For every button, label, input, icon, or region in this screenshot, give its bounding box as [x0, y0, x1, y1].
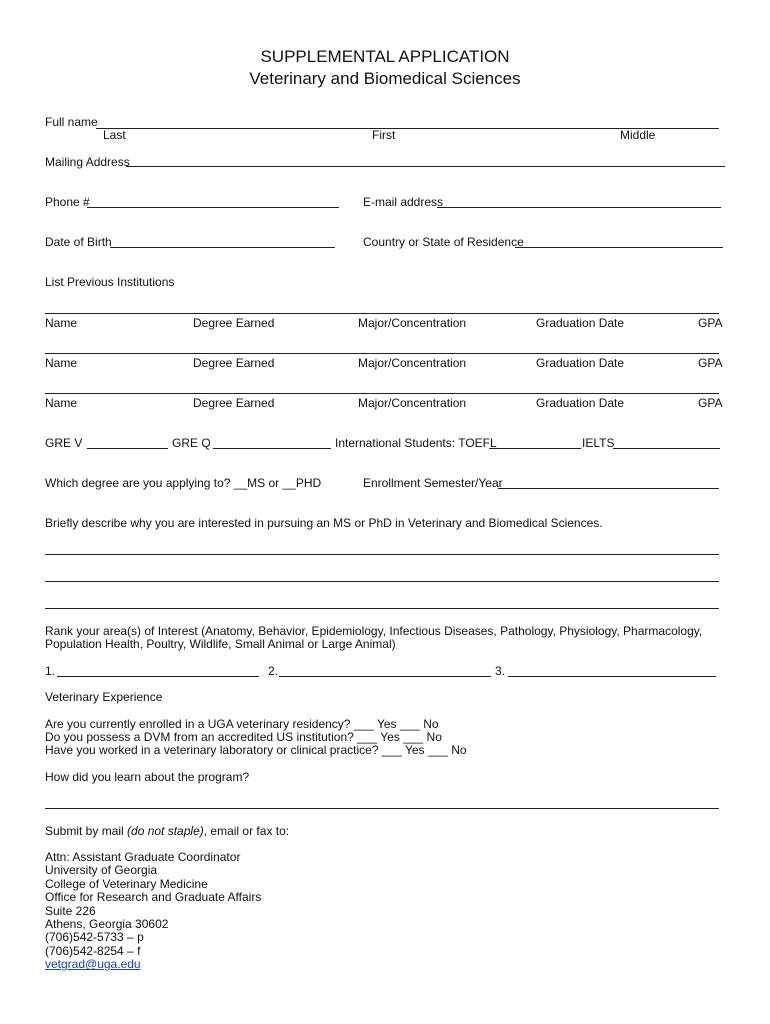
institution-3-line[interactable] [45, 393, 719, 394]
gre-q-field[interactable] [213, 448, 331, 449]
gre-v-field[interactable] [87, 448, 168, 449]
page-title: SUPPLEMENTAL APPLICATION [260, 47, 510, 66]
col-gpa: GPA [698, 396, 723, 410]
col-major: Major/Concentration [358, 396, 467, 410]
fax-line: (706)542-8254 – f [45, 943, 141, 958]
institution-2-line[interactable] [45, 353, 719, 354]
col-graduation: Graduation Date [536, 356, 625, 370]
residency-question[interactable]: Are you currently enrolled in a UGA veterinary residency? ___ Yes ___ No [45, 717, 439, 731]
address-line: College of Veterinary Medicine [45, 876, 208, 891]
enrollment-field[interactable] [498, 488, 719, 489]
col-graduation: Graduation Date [536, 396, 625, 410]
gre-q-label: GRE Q [172, 436, 211, 450]
toefl-label: International Students: TOEFL [335, 436, 497, 450]
address-line: University of Georgia [45, 863, 158, 878]
email-label: E-mail address [363, 195, 444, 209]
learn-field[interactable] [45, 808, 719, 809]
address-line: Suite 226 [45, 903, 96, 918]
phone-line: (706)542-5733 – p [45, 930, 144, 945]
degree-question[interactable]: Which degree are you applying to? __MS or __PHD [45, 476, 322, 490]
rank-1-label: 1. [45, 664, 56, 678]
lab-practice-question[interactable]: Have you worked in a veterinary laboratory or clinical practice? ___ Yes ___ No [45, 743, 467, 757]
interests-text-1: Rank your area(s) of Interest (Anatomy, Behavior, Epidemiology, Infectious Diseases, Pathology, Physiology, Pharmacology, [45, 624, 703, 638]
rank-2-label: 2. [268, 664, 279, 678]
submit-prefix: Submit by mail [45, 824, 128, 838]
ielts-label: IELTS [582, 436, 615, 450]
gre-v-label: GRE V [45, 436, 83, 450]
institution-1-line[interactable] [45, 313, 719, 314]
last-name-caption: Last [103, 128, 126, 142]
mailing-address-field[interactable] [126, 166, 725, 167]
toefl-field[interactable] [489, 448, 581, 449]
col-major: Major/Concentration [358, 316, 467, 330]
address-line: Attn: Assistant Graduate Coordinator [45, 850, 241, 864]
submit-emphasis: (do not staple) [127, 824, 204, 838]
address-line: Athens, Georgia 30602 [45, 917, 169, 932]
ielts-field[interactable] [613, 448, 720, 449]
dvm-question[interactable]: Do you possess a DVM from an accredited US institution? ___ Yes ___ No [45, 730, 442, 744]
mailing-address-label: Mailing Address [45, 155, 130, 169]
full-name-label: Full name [45, 115, 98, 129]
describe-line-1[interactable] [45, 554, 719, 555]
rank-2-field[interactable] [279, 676, 491, 677]
submit-instructions [45, 824, 289, 838]
address-line: Office for Research and Graduate Affairs [45, 890, 262, 905]
phone-field[interactable] [87, 207, 339, 208]
col-gpa: GPA [698, 356, 723, 370]
describe-line-3[interactable] [45, 608, 719, 609]
residence-label: Country or State of Residence [363, 235, 524, 249]
col-gpa: GPA [698, 316, 723, 330]
email-field[interactable] [437, 207, 721, 208]
dob-field[interactable] [110, 247, 335, 248]
rank-3-field[interactable] [508, 676, 716, 677]
describe-line-2[interactable] [45, 581, 719, 582]
first-name-caption: First [372, 128, 396, 142]
enrollment-label: Enrollment Semester/Year [363, 476, 503, 490]
rank-1-field[interactable] [57, 676, 259, 677]
experience-heading: Veterinary Experience [45, 690, 163, 704]
col-name: Name [45, 316, 78, 330]
col-degree: Degree Earned [193, 396, 275, 410]
col-name: Name [45, 396, 78, 410]
residence-field[interactable] [515, 247, 723, 248]
phone-label: Phone # [45, 195, 90, 209]
dob-label: Date of Birth [45, 235, 112, 249]
learn-question: How did you learn about the program? [45, 770, 250, 784]
middle-name-caption: Middle [620, 128, 656, 142]
col-graduation: Graduation Date [536, 316, 625, 330]
col-major: Major/Concentration [358, 356, 467, 370]
mailing-address-block [45, 851, 261, 972]
rank-3-label: 3. [495, 664, 506, 678]
col-name: Name [45, 356, 78, 370]
institutions-heading: List Previous Institutions [45, 275, 175, 289]
describe-prompt: Briefly describe why you are interested in pursuing an MS or PhD in Veterinary and Biomedical Sciences. [45, 516, 603, 530]
email-link[interactable]: vetgrad@uga.edu [45, 957, 141, 972]
interests-text-2: Population Health, Poultry, Wildlife, Small Animal or Large Animal) [45, 637, 396, 651]
page-subtitle: Veterinary and Biomedical Sciences [249, 69, 521, 88]
submit-suffix: , email or fax to: [203, 824, 290, 838]
col-degree: Degree Earned [193, 316, 275, 330]
col-degree: Degree Earned [193, 356, 275, 370]
